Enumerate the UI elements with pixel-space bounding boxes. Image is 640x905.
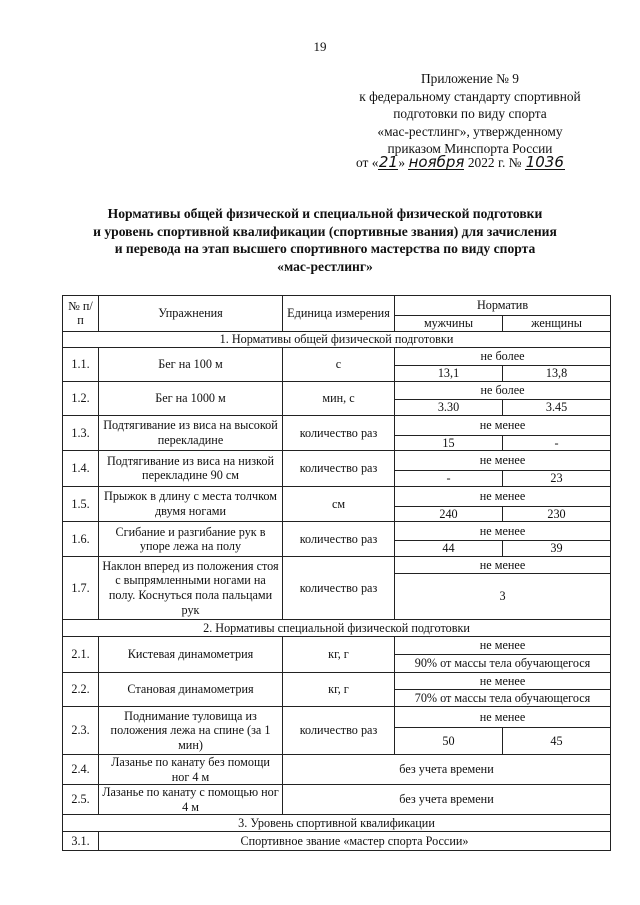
table-row [63, 486, 611, 506]
title-line: и уровень спортивной квалификации (спортивные звания) для зачисления [93, 223, 557, 239]
row-unit: количество раз [283, 522, 395, 557]
row-women-value: 230 [503, 506, 611, 522]
header-num: № п/п [63, 296, 99, 332]
section-title: 3. Уровень спортивной квалификации [63, 815, 611, 832]
row-exercise: Бег на 100 м [99, 347, 283, 381]
row-unit: количество раз [283, 451, 395, 487]
row-exercise: Прыжок в длину с места толчком двумя ногами [99, 486, 283, 522]
table-row [63, 754, 611, 784]
row-number: 1.5. [63, 486, 99, 522]
row-number: 2.3. [63, 706, 99, 754]
order-number-handwritten: 1036 [525, 153, 564, 171]
row-number: 2.5. [63, 785, 99, 815]
row-number: 2.4. [63, 754, 99, 784]
row-number: 2.2. [63, 672, 99, 706]
row-both-value: 3 [395, 573, 611, 619]
order-day-handwritten: 21 [378, 153, 398, 171]
row-condition: не менее [395, 706, 611, 727]
order-prefix: от « [356, 155, 379, 170]
row-condition: не менее [395, 556, 611, 573]
appendix-line: к федеральному стандарту спортивной [359, 88, 581, 104]
row-span-text: без учета времени [283, 754, 611, 784]
order-mid: » [398, 155, 406, 170]
section-title: 2. Нормативы специальной физической подготовки [63, 619, 611, 636]
page-number: 19 [313, 39, 327, 54]
row-men-value: - [395, 471, 503, 487]
header-women: женщины [503, 316, 611, 332]
row-number: 1.7. [63, 556, 99, 619]
section-row [63, 331, 611, 347]
row-full-text: Спортивное звание «мастер спорта России» [99, 832, 611, 851]
header-norm: Норматив [395, 296, 611, 316]
row-number: 1.6. [63, 522, 99, 557]
appendix-line: Приложение № 9 [420, 71, 520, 86]
row-women-value: - [503, 435, 611, 451]
row-men-value: 240 [395, 506, 503, 522]
document-title [40, 205, 610, 275]
row-unit: количество раз [283, 706, 395, 754]
table-row [63, 672, 611, 689]
row-number: 1.2. [63, 381, 99, 415]
section-row [63, 619, 611, 636]
row-unit: мин, с [283, 381, 395, 415]
row-span-text: без учета времени [283, 785, 611, 815]
order-month-handwritten: ноября [408, 153, 465, 171]
table-row [63, 706, 611, 727]
appendix-block [300, 70, 640, 158]
row-exercise: Подтягивание из виса на высокой перекладине [99, 415, 283, 451]
section-row [63, 815, 611, 832]
row-unit: количество раз [283, 415, 395, 451]
row-unit: кг, г [283, 672, 395, 706]
section-title: 1. Нормативы общей физической подготовки [63, 331, 611, 347]
row-number: 3.1. [63, 832, 99, 851]
row-women-value: 3.45 [503, 399, 611, 415]
row-men-value: 3.30 [395, 399, 503, 415]
header-unit: Единица измерения [283, 296, 395, 332]
table-row [63, 381, 611, 399]
row-exercise: Подтягивание из виса на низкой перекладине 90 см [99, 451, 283, 487]
table-row [63, 832, 611, 851]
row-exercise: Бег на 1000 м [99, 381, 283, 415]
row-exercise: Становая динамометрия [99, 672, 283, 706]
row-unit: с [283, 347, 395, 381]
row-condition: не более [395, 381, 611, 399]
table-row [63, 522, 611, 541]
row-women-value: 13,8 [503, 365, 611, 381]
table-row [63, 415, 611, 435]
header-row [63, 296, 611, 316]
row-condition: не более [395, 347, 611, 365]
row-number: 1.1. [63, 347, 99, 381]
row-number: 1.4. [63, 451, 99, 487]
norms-table [62, 295, 611, 851]
row-unit: количество раз [283, 556, 395, 619]
row-exercise: Сгибание и разгибание рук в упоре лежа на полу [99, 522, 283, 557]
order-reference [356, 155, 640, 171]
table-row [63, 636, 611, 654]
title-line: и перевода на этап высшего спортивного мастерства по виду спорта [114, 241, 536, 257]
row-women-value: 23 [503, 471, 611, 487]
appendix-line: «мас-рестлинг», утвержденному [377, 123, 563, 139]
row-exercise: Лазанье по канату с помощью ног 4 м [99, 785, 283, 815]
table-row [63, 347, 611, 365]
row-men-value: 44 [395, 541, 503, 557]
title-line: Нормативы общей физической и специальной физической подготовки [107, 206, 543, 221]
row-exercise: Поднимание туловища из положения лежа на спине (за 1 мин) [99, 706, 283, 754]
order-year: 2022 г. № [467, 155, 522, 170]
row-unit: см [283, 486, 395, 522]
table-row [63, 451, 611, 471]
row-condition: не менее [395, 451, 611, 471]
row-number: 1.3. [63, 415, 99, 451]
row-condition: не менее [395, 415, 611, 435]
row-women-value: 39 [503, 541, 611, 557]
row-unit: кг, г [283, 636, 395, 672]
row-both-value: 90% от массы тела обучающегося [395, 654, 611, 672]
row-men-value: 50 [395, 727, 503, 754]
title-line: «мас-рестлинг» [277, 258, 373, 274]
appendix-line: приказом Минспорта России [387, 141, 553, 157]
table-row [63, 556, 611, 573]
row-men-value: 13,1 [395, 365, 503, 381]
row-exercise: Наклон вперед из положения стоя с выпрямленными ногами на полу. Коснуться пола пальцами рук [99, 556, 283, 619]
row-exercise: Лазанье по канату без помощи ног 4 м [99, 754, 283, 784]
table-row [63, 785, 611, 815]
row-condition: не менее [395, 522, 611, 541]
header-men: мужчины [395, 316, 503, 332]
norms-table-body [63, 296, 611, 851]
row-condition: не менее [395, 486, 611, 506]
row-condition: не менее [395, 636, 611, 654]
row-men-value: 15 [395, 435, 503, 451]
header-exercise: Упражнения [99, 296, 283, 332]
row-exercise: Кистевая динамометрия [99, 636, 283, 672]
row-both-value: 70% от массы тела обучающегося [395, 689, 611, 706]
appendix-line: подготовки по виду спорта [393, 106, 547, 122]
row-women-value: 45 [503, 727, 611, 754]
row-condition: не менее [395, 672, 611, 689]
row-number: 2.1. [63, 636, 99, 672]
